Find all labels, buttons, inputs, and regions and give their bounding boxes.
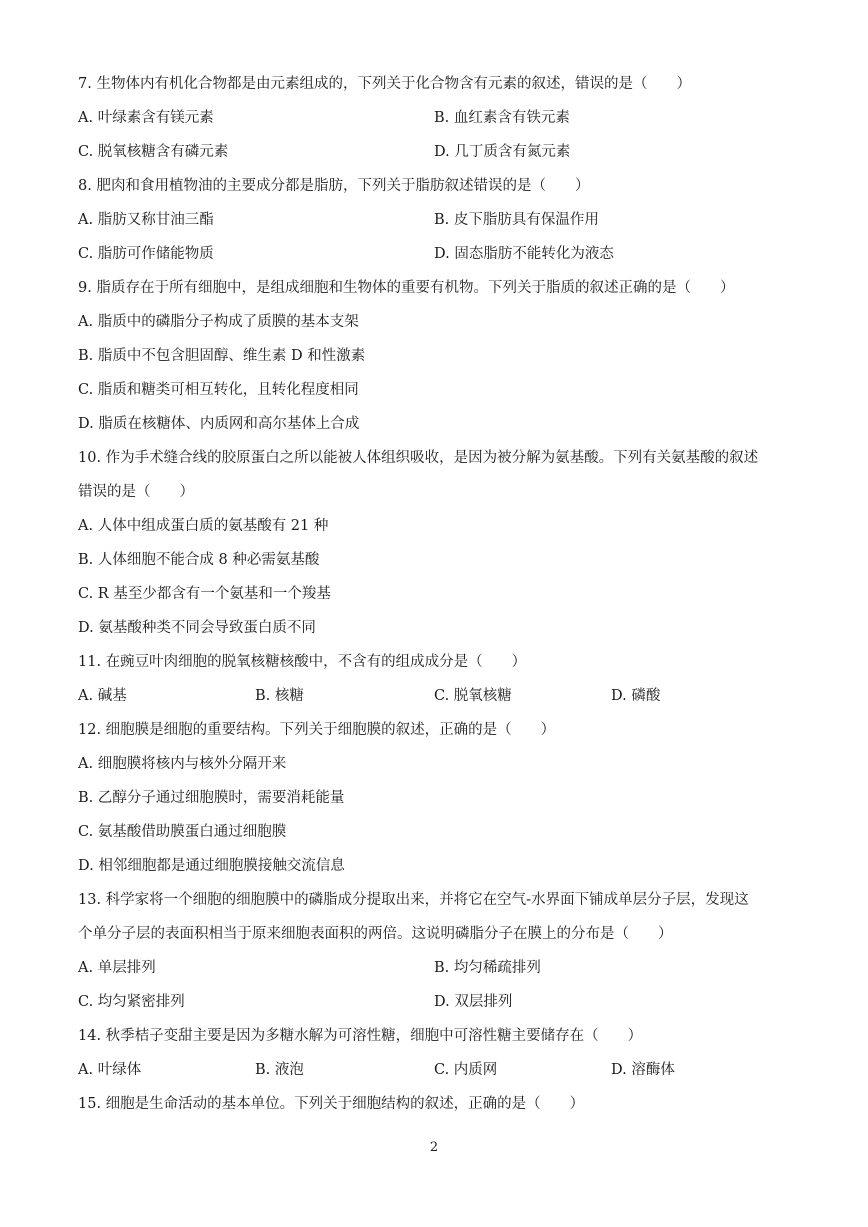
- question-7-option-b: B. 血红素含有铁元素: [434, 110, 570, 126]
- question-14-option-a: A. 叶绿体: [78, 1062, 142, 1078]
- question-9-option-b: B. 脂质中不包含胆固醇、维生素 D 和性激素: [78, 348, 366, 364]
- question-9-option-c: C. 脂质和糖类可相互转化，且转化程度相同: [78, 382, 359, 398]
- question-12-option-d: D. 相邻细胞都是通过细胞膜接触交流信息: [78, 858, 345, 874]
- question-10-stem-line-2: 错误的是（ ）: [78, 484, 194, 500]
- question-10-stem-line-1: 10. 作为手术缝合线的胶原蛋白之所以能被人体组织吸收，是因为被分解为氨基酸。下列有关氨基酸的叙述: [78, 450, 759, 466]
- question-9-option-d: D. 脂质在核糖体、内质网和高尔基体上合成: [78, 416, 360, 432]
- question-10-option-b: B. 人体细胞不能合成 8 种必需氨基酸: [78, 552, 320, 568]
- question-14-option-b: B. 液泡: [255, 1062, 304, 1078]
- question-8-option-c: C. 脂肪可作储能物质: [78, 246, 214, 262]
- question-11-stem: 11. 在豌豆叶肉细胞的脱氧核糖核酸中，不含有的组成成分是（ ）: [78, 654, 527, 670]
- question-11-option-d: D. 磷酸: [611, 688, 661, 704]
- question-9-option-a: A. 脂质中的磷脂分子构成了质膜的基本支架: [78, 314, 359, 330]
- question-11-option-b: B. 核糖: [255, 688, 304, 704]
- question-14-option-c: C. 内质网: [434, 1062, 498, 1078]
- question-7-option-d: D. 几丁质含有氮元素: [434, 144, 571, 160]
- question-8-option-d: D. 固态脂肪不能转化为液态: [434, 246, 614, 262]
- page-number: 2: [429, 1140, 439, 1155]
- question-13-option-d: D. 双层排列: [434, 994, 513, 1010]
- question-15-stem: 15. 细胞是生命活动的基本单位。下列关于细胞结构的叙述，正确的是（ ）: [78, 1096, 585, 1112]
- question-8-option-a: A. 脂肪又称甘油三酯: [78, 212, 214, 228]
- question-13-stem-line-1: 13. 科学家将一个细胞的细胞膜中的磷脂成分提取出来，并将它在空气-水界面下铺成单层分子层，发现这: [78, 892, 749, 908]
- question-12-option-b: B. 乙醇分子通过细胞膜时，需要消耗能量: [78, 790, 345, 806]
- question-12-option-c: C. 氨基酸借助膜蛋白通过细胞膜: [78, 824, 287, 840]
- question-9-stem: 9. 脂质存在于所有细胞中，是组成细胞和生物体的重要有机物。下列关于脂质的叙述正确的是（ ）: [78, 280, 735, 296]
- question-10-option-c: C. R 基至少都含有一个氨基和一个羧基: [78, 586, 331, 602]
- question-11-option-c: C. 脱氧核糖: [434, 688, 512, 704]
- question-14-option-d: D. 溶酶体: [611, 1062, 675, 1078]
- question-13-option-c: C. 均匀紧密排列: [78, 994, 185, 1010]
- question-13-stem-line-2: 个单分子层的表面积相当于原来细胞表面积的两倍。这说明磷脂分子在膜上的分布是（ ）: [78, 926, 673, 942]
- question-7-option-a: A. 叶绿素含有镁元素: [78, 110, 214, 126]
- question-12-option-a: A. 细胞膜将核内与核外分隔开来: [78, 756, 287, 772]
- question-13-option-a: A. 单层排列: [78, 960, 156, 976]
- question-13-option-b: B. 均匀稀疏排列: [434, 960, 541, 976]
- question-8-option-b: B. 皮下脂肪具有保温作用: [434, 212, 599, 228]
- question-7-stem: 7. 生物体内有机化合物都是由元素组成的，下列关于化合物含有元素的叙述，错误的是（ ）: [78, 76, 691, 92]
- question-8-stem: 8. 肥肉和食用植物油的主要成分都是脂肪，下列关于脂肪叙述错误的是（ ）: [78, 178, 590, 194]
- question-12-stem: 12. 细胞膜是细胞的重要结构。下列关于细胞膜的叙述，正确的是（ ）: [78, 722, 556, 738]
- question-11-option-a: A. 碱基: [78, 688, 127, 704]
- question-10-option-d: D. 氨基酸种类不同会导致蛋白质不同: [78, 620, 316, 636]
- question-7-option-c: C. 脱氧核糖含有磷元素: [78, 144, 229, 160]
- question-14-stem: 14. 秋季桔子变甜主要是因为多糖水解为可溶性糖，细胞中可溶性糖主要储存在（ ）: [78, 1028, 643, 1044]
- question-10-option-a: A. 人体中组成蛋白质的氨基酸有 21 种: [78, 518, 329, 534]
